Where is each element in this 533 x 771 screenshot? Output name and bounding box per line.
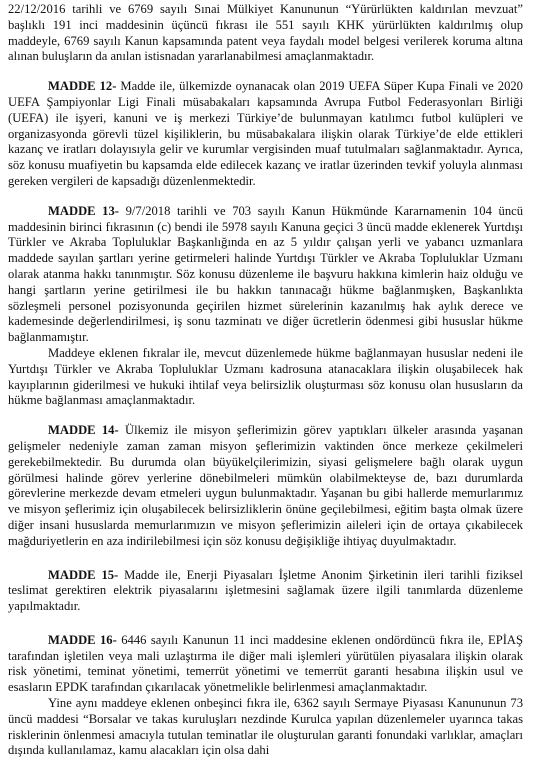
madde-14-label: MADDE 14- [48, 423, 119, 438]
madde-12-label: MADDE 12- [48, 79, 117, 94]
intro-text: 22/12/2016 tarihli ve 6769 sayılı Sınai Mülkiyet Kanununun “Yürürlükten kaldırılan mevzuat” başlıklı 191 inci maddesinin üçüncü fıkrası ile 551 sayılı KHK yürürlükten kaldırılmış olup maddeyle, 6769 sayılı Kanun kapsamında patent veya faydalı model belgesi verilerek koruma altına alınan buluşların da anılan istisnadan yararlanabilmesi amaçlanmaktadır. [8, 2, 523, 64]
madde-12-text: Madde ile, ülkemizde oynanacak olan 2019 UEFA Süper Kupa Finali ve 2020 UEFA Şampiyonlar Ligi Finali müsabakaları kapsamında Avrupa Futbol Federasyonları Birliği (UEFA) ile işyeri, kanuni ve iş merkezi Türkiye’de bulunmayan katılımcı futbol kulüpleri ve organizasyonda görevli tüzel kişiliklerin, bu müsabakalara ilişkin olarak Türkiye’de elde ettikleri kazanç ve iratları dolayısıyla gelir ve kurumlar vergisinden muaf tutulmaları sağlanmaktadır. Ayrıca, söz konusu muafiyetin bu kapsamda elde edilecek kazanç ve iratlar üzerinden tevkif yoluyla alınması gereken vergileri de kapsadığı düzenlenmektedir. [8, 79, 523, 188]
madde-15-text: Madde ile, Enerji Piyasaları İşletme Anonim Şirketinin ileri tarihli fiziksel teslimat gerektiren elektrik piyasalarını işletmesini sağlamak üzere ilgili tanımlarda düzenleme yapılmaktadır. [8, 567, 523, 614]
madde-14-paragraph [8, 423, 523, 549]
madde-15-label: MADDE 15- [48, 567, 119, 582]
madde-14-text: Ülkemiz ile misyon şeflerimizin görev yaptıkları ülkeler arasında yaşanan gelişmeler nedeniyle zaman zaman misyon şeflerimizin vaktinden önce merkeze çekilmeleri gerekebilmektedir. Bu durumda olan büyükelçilerimizin, siyasi gelişmelere bağlı olarak uygun görülmesi halinde görev yerlerine dönebilmeleri mümkün olabilmekteyse de, bazı durumlarda görevlerine merkezde devam etmeleri uygun bulunmaktadır. Yaşanan bu gibi hallerde memurlarımız ve misyon şeflerimiz için oluşabilecek belirsizliklerin önüne geçilebilmesi, eğitim başta olmak üzere diğer insani hususlarda memurlarımızın ve misyon şeflerimizin aileleri için de ortaya çıkabilecek mağduriyetlerin en aza indirilebilmesi için söz konusu değişikliğe ihtiyaç duyulmaktadır. [8, 423, 524, 548]
madde-12-paragraph [8, 79, 523, 190]
madde-13-text: 9/7/2018 tarihli ve 703 sayılı Kanun Hükmünde Kararnamenin 104 üncü maddesinin birinci fıkrasının (c) bendi ile 5978 sayılı Kanuna geçici 3 üncü madde eklenerek Yurtdışı Türkler ve Akraba Topluluklar Başkanlığında en az 5 yıldır çalışan yerli ve yabancı uzmanlara maddede sayılan şartları yerine getirmeleri halinde Yurtdışı Türkler ve Akraba Topluluklar Uzmanı olarak atanma hakkı tanınmıştır. Söz konusu düzenleme ile başvuru hakkına kimlerin haiz olduğu ve hangi şartların yerine getirilmesi ile bu hakkın tanınacağı hükme bağlanmışken, Başkanlıkta sözleşmeli personel pozisyonunda geçirilen hizmet sürelerinin kazanılmış hak aylık derece ve kademesinde değerlendirilmesi, iş sonu tazminatı ve diğer ücretlerin ödenmesi gibi hususlar hükme bağlanmamıştır. [8, 203, 523, 345]
madde-16-paragraph [8, 633, 523, 696]
madde-16-paragraph-2 [8, 696, 523, 759]
madde-13-text-2: Maddeye eklenen fıkralar ile, mevcut düzenlemede hükme bağlanmayan hususlar nedeni ile Yurtdışı Türkler ve Akraba Topluluklar Uzmanı kadrosuna atanacaklara ilişkin oluşabilecek hak kayıplarının giderilmesi ve hukuki ihtilaf veya belirsizlik oluşturması söz konusu olan hususların da hükme bağlanması amaçlanmaktadır. [8, 345, 523, 408]
madde-16-text-2: Yine aynı maddeye eklenen onbeşinci fıkra ile, 6362 sayılı Sermaye Piyasası Kanununun 73 üncü maddesi “Borsalar ve takas kuruluşları nezdinde Kurulca yapılan düzenlemeler uyarınca takas risklerinin önlenmesi amacıyla tutulan teminatlar ile oluşturulan garanti fonundaki varlıklar, amaçları dışında kullanılamaz, kamu alacakları için olsa dahi [8, 696, 523, 758]
madde-13-paragraph [8, 204, 523, 346]
intro-paragraph [8, 2, 523, 65]
madde-16-text: 6446 sayılı Kanunun 11 inci maddesine eklenen ondördüncü fıkra ile, EPİAŞ tarafından işletilen veya mali uzlaştırma ile diğer mali işlemleri yürütülen piyasalara ilişkin olarak risk yönetimi, teminat yönetimi, temerrüt yönetimi ve temerrüt garanti hesabına ilişkin usul ve esasların EPDK tarafından çıkarılacak yönetmelikle belirlenmesi amaçlanmaktadır. [8, 632, 523, 695]
madde-13-label: MADDE 13- [48, 203, 119, 218]
madde-16-label: MADDE 16- [48, 632, 117, 647]
madde-13-paragraph-2 [8, 346, 523, 409]
madde-15-paragraph [8, 568, 523, 615]
document-page [8, 2, 523, 759]
